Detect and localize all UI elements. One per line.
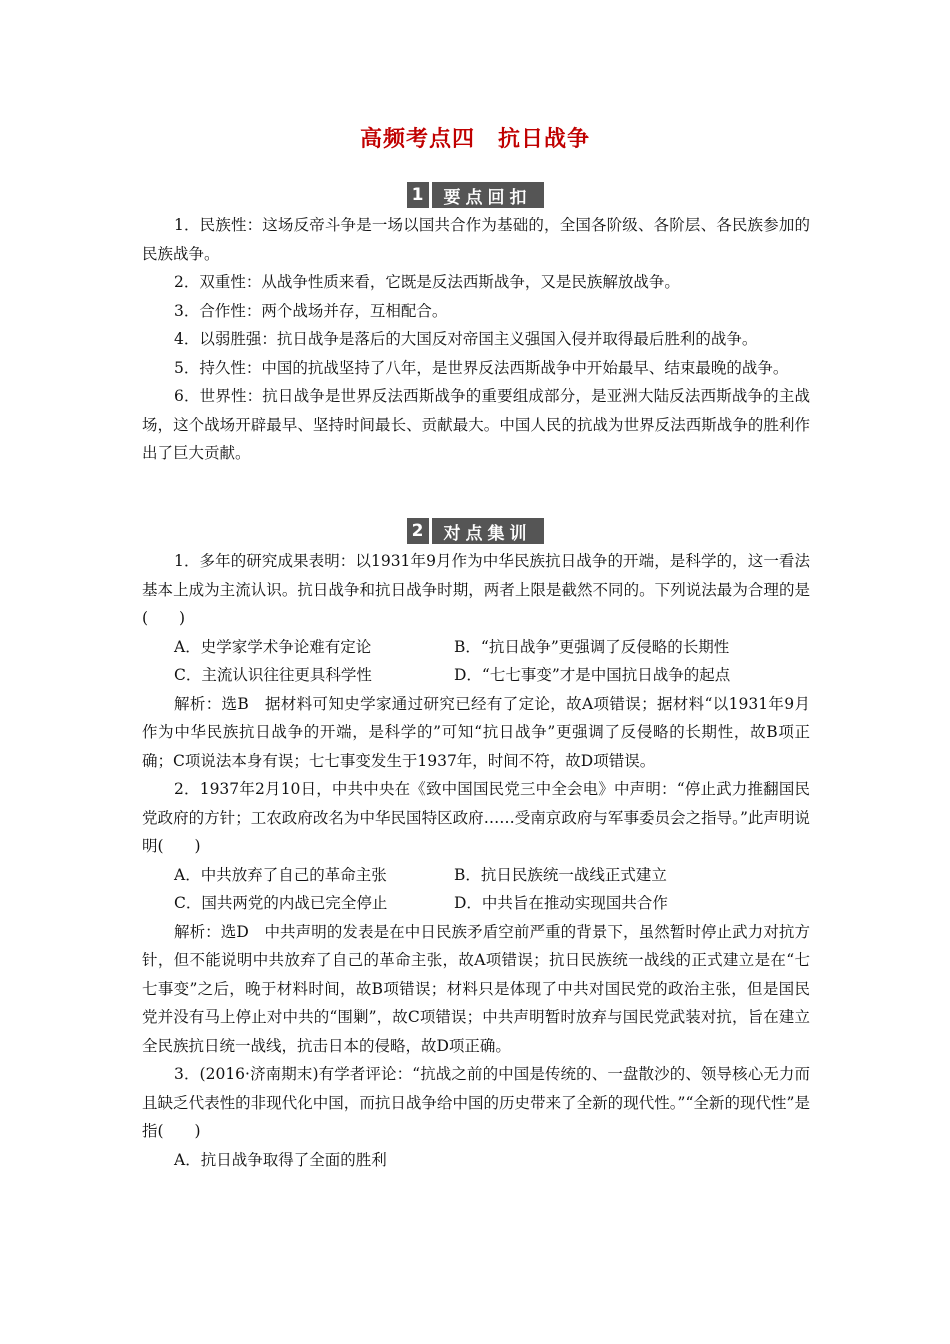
option-d: D．“七七事变”才是中国抗日战争的起点 [454, 666, 731, 684]
point-2: 2．双重性：从战争性质来看，它既是反法西斯战争，又是民族解放战争。 [174, 273, 680, 291]
question-2-options [142, 861, 810, 918]
option-d: D．中共旨在推动实现国共合作 [454, 894, 668, 912]
practice-questions [142, 547, 810, 1174]
question-2-stem: 2．1937年2月10日，中共中央在《致中国国民党三中全会电》中声明：“停止武力推翻国民党政府的方针；工农政府改名为中华民国特区政府……受南京政府与军事委员会之指导。”此声明说明( ) [142, 780, 810, 855]
key-points [142, 211, 810, 468]
section-number: 2 [407, 518, 429, 544]
option-a: A．中共放弃了自己的革命主张 [174, 865, 387, 884]
option-c: C．国共两党的内战已完全停止 [174, 894, 388, 912]
point-3: 3．合作性：两个战场并存，互相配合。 [174, 301, 448, 320]
option-b: B．抗日民族统一战线正式建立 [454, 865, 667, 884]
section-header-review [0, 182, 950, 208]
question-1-stem: 1．多年的研究成果表明：以1931年9月作为中华民族抗日战争的开端，是科学的，这一看法基本上成为主流认识。抗日战争和抗日战争时期，两者上限是截然不同的。下列说法最为合理的是( ) [142, 552, 810, 627]
section-label: 对点集训 [432, 518, 544, 544]
point-5: 5．持久性：中国的抗战坚持了八年，是世界反法西斯战争中开始最早、结束最晚的战争。 [174, 358, 789, 377]
point-4: 4．以弱胜强：抗日战争是落后的大国反对帝国主义强国入侵并取得最后胜利的战争。 [174, 330, 758, 348]
section-label: 要点回扣 [432, 182, 544, 208]
option-a: A．抗日战争取得了全面的胜利 [174, 1150, 387, 1169]
option-a: A．史学家学术争论难有定论 [174, 637, 372, 656]
question-3-options [142, 1146, 810, 1175]
question-2-analysis: 解析：选D 中共声明的发表是在中日民族矛盾空前严重的背景下，虽然暂时停止武力对抗方针，但不能说明中共放弃了自己的革命主张，故A项错误；抗日民族统一战线的正式建立是在“七七事变”之后，晚于材料时间，故B项错误；材料只是体现了中共对国民党的政治主张，但是国民党并没有马上停止对中共的“围剿”，故C项错误；中共声明暂时放弃与国民党武装对抗，旨在建立全民族抗日统一战线，抗击日本的侵略，故D项正确。 [142, 922, 810, 1055]
section-header-practice [0, 518, 950, 544]
point-6: 6．世界性：抗日战争是世界反法西斯战争的重要组成部分，是亚洲大陆反法西斯战争的主战场，这个战场开辟最早、坚持时间最长、贡献最大。中国人民的抗战为世界反法西斯战争的胜利作出了巨大贡献。 [142, 387, 810, 462]
section-number: 1 [407, 182, 429, 208]
page-title: 高频考点四 抗日战争 [359, 127, 590, 152]
question-3-stem: 3．(2016·济南期末)有学者评论：“抗战之前的中国是传统的、一盘散沙的、领导核心无力而且缺乏代表性的非现代化中国，而抗日战争给中国的历史带来了全新的现代性。”“全新的现代性”是指( ) [142, 1065, 810, 1140]
question-1-options [142, 633, 810, 690]
question-1-analysis: 解析：选B 据材料可知史学家通过研究已经有了定论，故A项错误；据材料“以1931年9月作为中华民族抗日战争的开端，是科学的”可知“抗日战争”更强调了反侵略的长期性，故B项正确；C项说法本身有误；七七事变发生于1937年，时间不符，故D项错误。 [142, 694, 810, 770]
option-b: B．“抗日战争”更强调了反侵略的长期性 [454, 637, 730, 656]
point-1: 1．民族性：这场反帝斗争是一场以国共合作为基础的，全国各阶级、各阶层、各民族参加的民族战争。 [142, 216, 810, 263]
option-c: C．主流认识往往更具科学性 [174, 666, 372, 684]
